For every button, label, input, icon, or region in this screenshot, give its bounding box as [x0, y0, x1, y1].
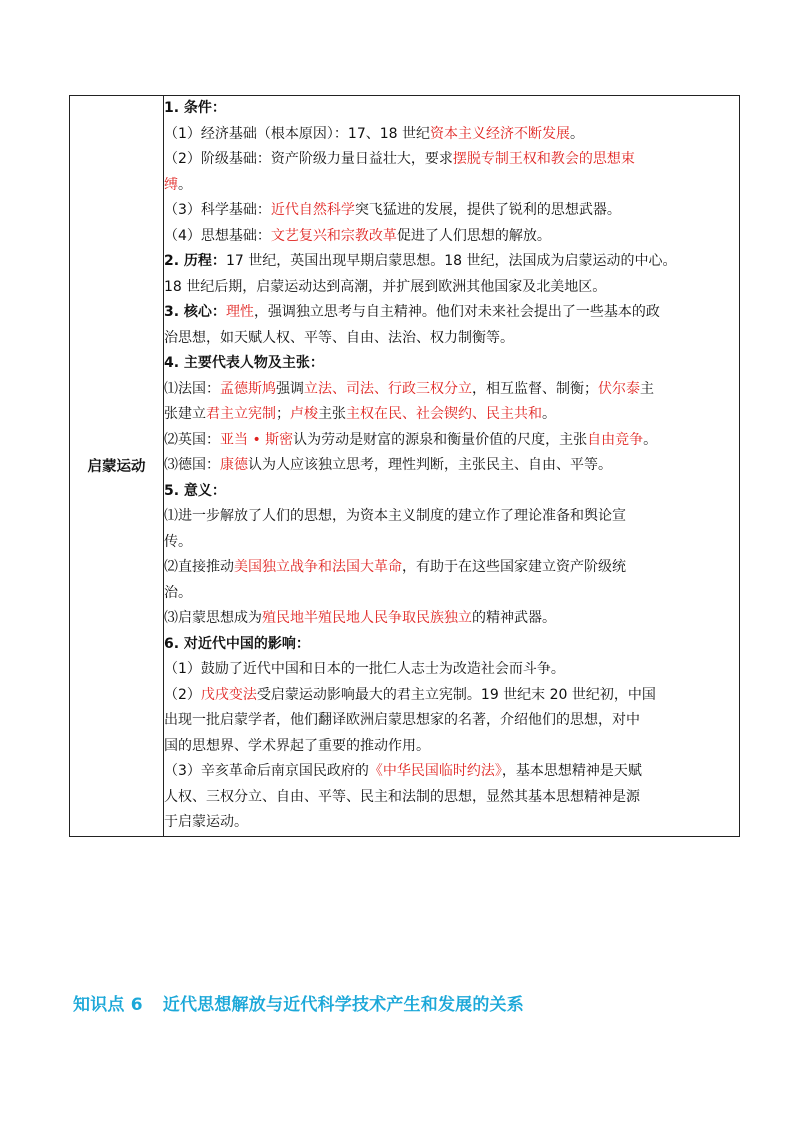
content-line	[164, 249, 739, 275]
highlight-text: 亚当 • 斯密	[220, 431, 294, 448]
body-text: （2）阶级基础：资产阶级力量日益壮大，要求	[164, 151, 453, 167]
highlight-text: 伏尔泰	[598, 380, 640, 397]
body-text: 主张	[318, 406, 346, 422]
content-line	[164, 581, 739, 607]
content-line	[164, 300, 739, 326]
body-text: 1. 条件：	[164, 100, 226, 116]
highlight-text: 自由竞争	[587, 431, 644, 448]
body-text: 治思想，如天赋人权、平等、自由、法治、权力制衡等。	[164, 329, 514, 346]
body-text: （2）	[164, 686, 201, 703]
body-text: 。	[542, 406, 556, 422]
highlight-text: 立法、司法、行政三权分立	[304, 380, 472, 397]
topic-cell: 启蒙运动	[70, 96, 164, 837]
body-text: 的精神武器。	[472, 610, 556, 626]
bold-label: 3. 核心：	[164, 304, 226, 320]
body-text: （1）鼓励了近代中国和日本的一批仁人志士为改造社会而斗争。	[164, 661, 565, 677]
content-line	[164, 275, 739, 301]
content-line	[164, 479, 739, 505]
highlight-text: 美国独立战争和法国大革命	[234, 559, 402, 575]
body-text: 国的思想界、学术界起了重要的推动作用。	[164, 737, 430, 754]
body-text: （3）科学基础：	[164, 202, 271, 218]
body-text: ⑶启蒙思想成为	[164, 610, 262, 626]
body-text: ，强调独立思考与自主精神。他们对未来社会提出了一些基本的政	[253, 304, 660, 320]
highlight-text: 主权在民、社会锲约、民主共和	[346, 406, 542, 422]
highlight-text: 资本主义经济不断发展	[430, 125, 570, 142]
content-line	[164, 351, 739, 377]
body-text: 突飞猛进的发展，提供了锐利的思想武器。	[354, 202, 621, 218]
highlight-text: 理性	[225, 304, 254, 320]
body-text: 4. 主要代表人物及主张：	[164, 355, 324, 371]
content-line	[164, 147, 739, 173]
body-text: 人权、三权分立、自由、平等、民主和法制的思想，显然其基本思想精神是源	[164, 788, 640, 805]
highlight-text: 孟德斯鸠	[220, 380, 276, 397]
content-line	[164, 785, 739, 811]
highlight-text: 近代自然科学	[270, 202, 355, 218]
content-line	[164, 708, 739, 734]
content-line	[164, 632, 739, 658]
body-text: 18 世纪后期，启蒙运动达到高潮，并扩展到欧洲其他国家及北美地区。	[164, 278, 607, 295]
body-text: ；	[276, 406, 290, 422]
body-text: 17 世纪，英国出现早期启蒙思想。18 世纪，法国成为启蒙运动的中心。	[225, 253, 677, 269]
content-line	[164, 453, 739, 479]
body-text: 治。	[164, 584, 192, 601]
body-text: 5. 意义：	[164, 482, 226, 499]
section-title: 近代思想解放与近代科学技术产生和发展的关系	[162, 995, 524, 1015]
content-line	[164, 377, 739, 403]
body-text: 传。	[164, 533, 192, 550]
body-text: 于启蒙运动。	[164, 814, 248, 830]
body-text: 。	[570, 125, 584, 142]
body-text: 受启蒙运动影响最大的君主立宪制。19 世纪末 20 世纪初，中国	[256, 686, 656, 703]
body-text: ⑵直接推动	[164, 559, 234, 575]
body-text: 6. 对近代中国的影响：	[164, 635, 310, 652]
highlight-text: 缚	[164, 176, 178, 193]
content-line	[164, 122, 739, 148]
body-text: ⑶德国：	[164, 457, 220, 473]
content-line	[164, 759, 739, 785]
body-text: 。	[643, 431, 658, 448]
content-line	[164, 734, 739, 760]
content-line	[164, 683, 739, 709]
body-text: 强调	[276, 380, 304, 397]
body-text: ⑴法国：	[164, 380, 220, 397]
highlight-text: 康德	[220, 457, 248, 473]
content-line	[164, 402, 739, 428]
table-row	[70, 96, 740, 837]
body-text: ，有助于在这些国家建立资产阶级统	[402, 559, 626, 575]
highlight-text: 摆脱专制王权和教会的思想束	[452, 151, 635, 167]
content-line	[164, 606, 739, 632]
content-line	[164, 428, 739, 454]
content-line	[164, 326, 739, 352]
highlight-text: 文艺复兴和宗教改革	[270, 227, 397, 244]
highlight-text: 戊戌变法	[200, 686, 257, 703]
highlight-text: 君主立宪制	[206, 406, 276, 422]
body-text: ，相互监督、制衡；	[472, 380, 598, 397]
body-text: 认为劳动是财富的源泉和衡量价值的尺度，主张	[293, 431, 588, 448]
content-line	[164, 810, 739, 836]
body-text: 促进了人们思想的解放。	[396, 227, 551, 244]
content-line	[164, 198, 739, 224]
body-text: （1）经济基础（根本原因）：17、18 世纪	[164, 125, 430, 142]
section-label: 知识点 6	[73, 995, 143, 1015]
body-text: （3）辛亥革命后南京国民政府的	[164, 763, 369, 779]
content-line	[164, 173, 739, 199]
body-text: 。	[178, 176, 192, 193]
bold-label: 2. 历程：	[164, 253, 226, 269]
body-text: 张建立	[164, 406, 206, 422]
highlight-text: 卢梭	[290, 406, 318, 422]
content-line	[164, 657, 739, 683]
highlight-text: 殖民地半殖民地人民争取民族独立	[262, 610, 472, 626]
content-line	[164, 96, 739, 122]
body-text: 认为人应该独立思考，理性判断，主张民主、自由、平等。	[248, 457, 612, 473]
body-text: 主	[640, 380, 654, 397]
content-line	[164, 555, 739, 581]
content-line	[164, 224, 739, 250]
body-text: （4）思想基础：	[164, 227, 271, 244]
content-cell	[164, 96, 740, 837]
body-text: ，基本思想精神是天赋	[501, 763, 642, 779]
knowledge-table	[69, 95, 740, 837]
body-text: ⑵英国：	[164, 431, 220, 448]
body-text: 出现一批启蒙学者，他们翻译欧洲启蒙思想家的名著，介绍他们的思想，对中	[164, 712, 640, 728]
body-text: ⑴进一步解放了人们的思想，为资本主义制度的建立作了理论准备和舆论宣	[164, 508, 626, 524]
content-line	[164, 504, 739, 530]
highlight-text: 《中华民国临时约法》	[368, 763, 502, 779]
section-heading	[73, 990, 524, 1015]
content-line	[164, 530, 739, 556]
